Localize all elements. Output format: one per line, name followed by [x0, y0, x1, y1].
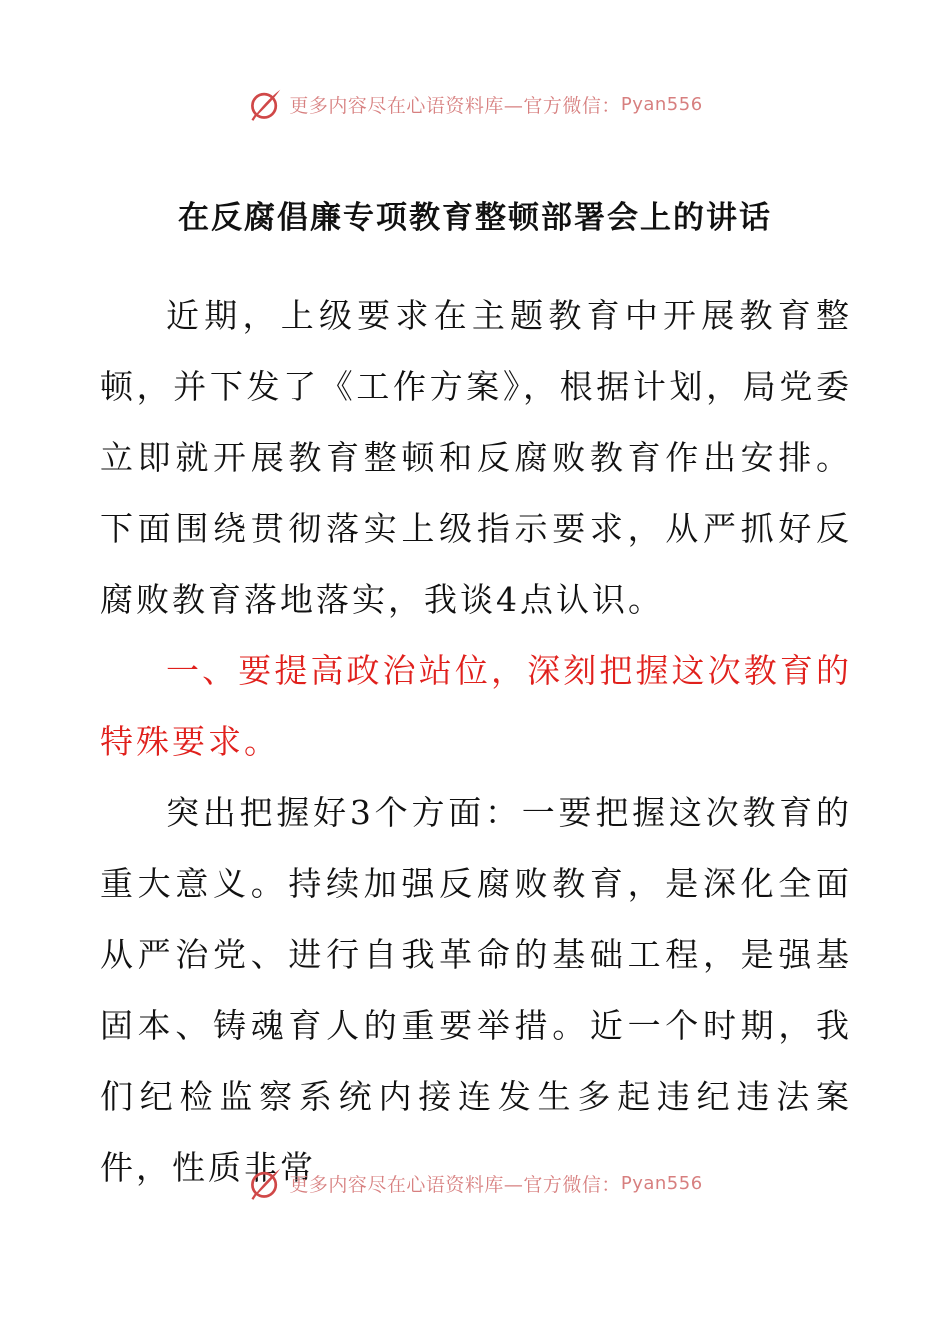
- watermark-handle: Pyan556: [620, 1172, 703, 1194]
- quill-logo-icon: [247, 86, 283, 122]
- intro-paragraph: 近期，上级要求在主题教育中开展教育整顿，并下发了《工作方案》，根据计划，局党委立即就开展教育整顿和反腐败教育作出安排。下面围绕贯彻落实上级指示要求，从严抓好反腐败教育落地落实，我谈4点认识。: [100, 296, 852, 619]
- document-title: 在反腐倡廉专项教育整顿部署会上的讲话: [178, 200, 772, 236]
- quill-logo-icon: [247, 1165, 283, 1201]
- header-watermark: [0, 84, 950, 124]
- watermark-text: 更多内容尽在心语资料库—官方微信：: [289, 94, 621, 117]
- section-paragraph-1: 突出把握好3个方面：一要把握这次教育的重大意义。持续加强反腐败教育，是深化全面从严治党、进行自我革命的基础工程，是强基固本、铸魂育人的重要举措。近一个时期，我们纪检监察系统内接连发生多起违纪违法案件，性质非常: [100, 793, 852, 1187]
- watermark-text: 更多内容尽在心语资料库—官方微信：: [289, 1173, 621, 1196]
- watermark-handle: Pyan556: [620, 93, 703, 115]
- footer-watermark: [0, 1163, 950, 1203]
- document-body: [100, 280, 852, 1203]
- section-heading-1: 一、要提高政治站位，深刻把握这次教育的特殊要求。: [100, 651, 852, 761]
